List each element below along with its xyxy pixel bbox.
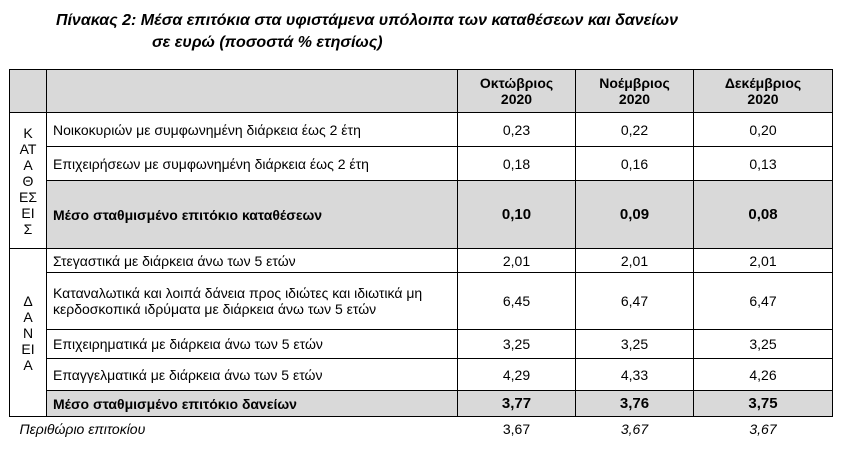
title-line-1: Πίνακας 2: Μέσα επιτόκια στα υφιστάμενα υπόλοιπα των καταθέσεων και δανείων: [56, 12, 679, 29]
cell-value: 3,67: [694, 417, 833, 441]
table-row: [10, 330, 833, 359]
cell-value: 0,08: [694, 181, 833, 249]
cell-value: 0,20: [694, 113, 833, 147]
row-label: Καταναλωτικά και λοιπά δάνεια προς ιδιώτες και ιδιωτικά μη κερδοσκοπικά ιδρύματα με διάρκεια άνω των 5 ετών: [47, 273, 458, 330]
cell-value: 3,75: [694, 391, 833, 417]
title-line-2: σε ευρώ (ποσοστά % ετησίως): [152, 34, 383, 51]
cell-value: 3,25: [576, 330, 694, 359]
table-title: [56, 10, 816, 54]
cell-value: 6,47: [576, 273, 694, 330]
cell-value: 4,29: [458, 359, 576, 391]
loans-side-label: Δ Α Ν ΕΙ Α: [10, 249, 47, 417]
cell-value: 0,22: [576, 113, 694, 147]
table-row: [10, 249, 833, 273]
cell-value: 4,26: [694, 359, 833, 391]
cell-value: 3,76: [576, 391, 694, 417]
row-label: Στεγαστικά με διάρκεια άνω των 5 ετών: [47, 249, 458, 273]
column-header-october: Οκτώβριος 2020: [458, 70, 576, 113]
cell-value: 6,45: [458, 273, 576, 330]
column-header-december: Δεκέμβριος 2020: [694, 70, 833, 113]
cell-value: 4,33: [576, 359, 694, 391]
cell-value: 3,25: [694, 330, 833, 359]
deposits-average-row: [10, 181, 833, 249]
margin-label: Περιθώριο επιτοκίου: [10, 417, 458, 441]
cell-value: 3,67: [576, 417, 694, 441]
cell-value: 3,77: [458, 391, 576, 417]
header-empty-label: [47, 70, 458, 113]
row-label: Μέσο σταθμισμένο επιτόκιο καταθέσεων: [47, 181, 458, 249]
interest-rates-table: [9, 69, 833, 441]
cell-value: 6,47: [694, 273, 833, 330]
table-row: [10, 359, 833, 391]
row-label: Επιχειρηματικά με διάρκεια άνω των 5 ετών: [47, 330, 458, 359]
table-row: [10, 147, 833, 181]
cell-value: 0,13: [694, 147, 833, 181]
cell-value: 0,16: [576, 147, 694, 181]
row-label: Μέσο σταθμισμένο επιτόκιο δανείων: [47, 391, 458, 417]
deposits-side-label: Κ ΑΤ Α Θ ΕΣ ΕΙ Σ: [10, 113, 47, 249]
cell-value: 3,67: [458, 417, 576, 441]
margin-row: [10, 417, 833, 441]
cell-value: 0,18: [458, 147, 576, 181]
loans-average-row: [10, 391, 833, 417]
cell-value: 0,23: [458, 113, 576, 147]
table-row: [10, 113, 833, 147]
cell-value: 2,01: [458, 249, 576, 273]
cell-value: 2,01: [694, 249, 833, 273]
row-label: Νοικοκυριών με συμφωνημένη διάρκεια έως 2 έτη: [47, 113, 458, 147]
cell-value: 0,10: [458, 181, 576, 249]
row-label: Επιχειρήσεων με συμφωνημένη διάρκεια έως 2 έτη: [47, 147, 458, 181]
cell-value: 0,09: [576, 181, 694, 249]
header-empty-side: [10, 70, 47, 113]
cell-value: 3,25: [458, 330, 576, 359]
row-label: Επαγγελματικά με διάρκεια άνω των 5 ετών: [47, 359, 458, 391]
header-row: [10, 70, 833, 113]
cell-value: 2,01: [576, 249, 694, 273]
column-header-november: Νοέμβριος 2020: [576, 70, 694, 113]
table-row: [10, 273, 833, 330]
